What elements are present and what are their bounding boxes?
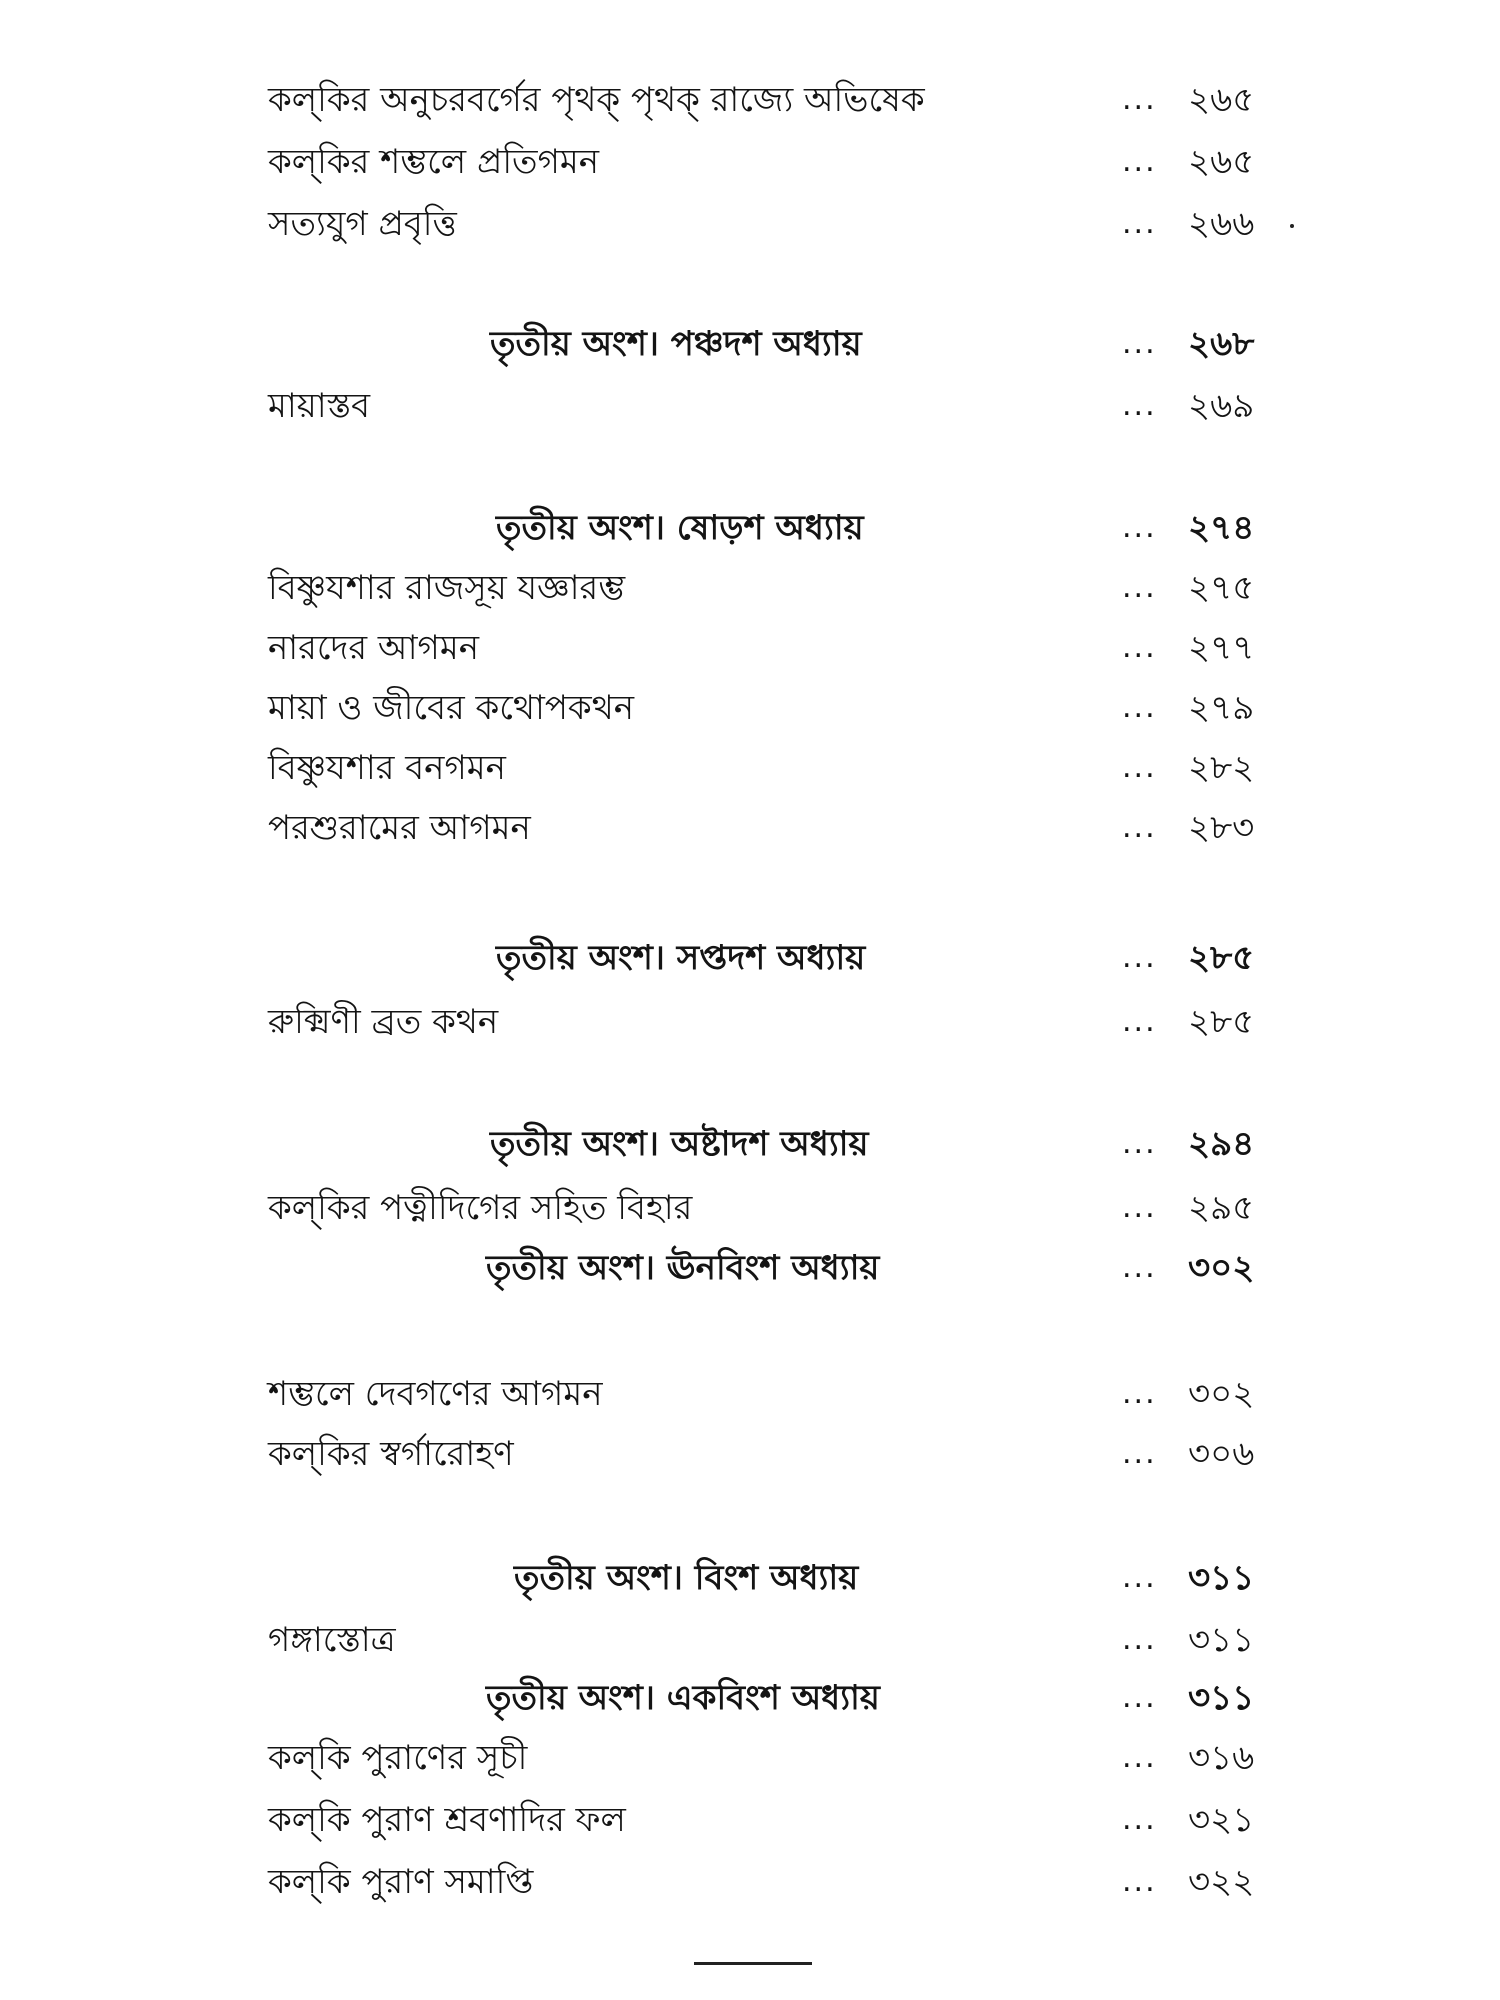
toc-entry-title: নারদের আগমন bbox=[268, 628, 480, 668]
toc-entry bbox=[0, 620, 1500, 676]
toc-leader-dots: ... bbox=[1122, 750, 1157, 785]
chapter-heading-title: তৃতীয় অংশ। একবিংশ অধ্যায় bbox=[486, 1678, 880, 1718]
toc-entry bbox=[0, 134, 1500, 190]
toc-entry-title: পরশুরামের আগমন bbox=[268, 808, 531, 848]
toc-entry bbox=[0, 740, 1500, 796]
toc-entry bbox=[0, 1730, 1500, 1786]
chapter-heading-title: তৃতীয় অংশ। ঊনবিংশ অধ্যায় bbox=[486, 1248, 880, 1288]
toc-entry-title: শম্ভলে দেবগণের আগমন bbox=[268, 1374, 603, 1414]
toc-page-number: ২৮৩ bbox=[1188, 808, 1255, 848]
toc-page-number: ৩১৬ bbox=[1188, 1738, 1255, 1778]
toc-leader-dots: ... bbox=[1122, 630, 1157, 665]
toc-entry bbox=[0, 560, 1500, 616]
toc-leader-dots: ... bbox=[1122, 1376, 1157, 1411]
toc-page-number: ২৯৪ bbox=[1188, 1124, 1255, 1164]
toc-entry-title: বিষ্ণুযশার রাজসূয় যজ্ঞারম্ভ bbox=[268, 568, 626, 608]
toc-leader-dots: ... bbox=[1122, 388, 1157, 423]
toc-leader-dots: ... bbox=[1122, 940, 1157, 975]
toc-page-number: ৩২১ bbox=[1188, 1800, 1255, 1840]
toc-leader-dots: ... bbox=[1122, 1680, 1157, 1715]
toc-entry bbox=[0, 1854, 1500, 1910]
toc-entry-title: কল্‌কি পুরাণের সূচী bbox=[268, 1738, 528, 1778]
toc-entry-title: কল্‌কির স্বর্গারোহণ bbox=[268, 1434, 514, 1474]
toc-page-number: ৩০৬ bbox=[1188, 1434, 1255, 1474]
toc-page-number: ২৬৬ bbox=[1188, 204, 1255, 244]
toc-entry-title: কল্‌কি পুরাণ সমাপ্তি bbox=[268, 1862, 534, 1902]
toc-entry-title: বিষ্ণুযশার বনগমন bbox=[268, 748, 506, 788]
toc-entry bbox=[0, 378, 1500, 434]
toc-leader-dots: ... bbox=[1122, 510, 1157, 545]
toc-entry bbox=[0, 1426, 1500, 1482]
toc-entry-title: সত্যযুগ প্রবৃত্তি bbox=[268, 204, 457, 244]
toc-leader-dots: ... bbox=[1122, 82, 1157, 117]
toc-page-number: ২৭৫ bbox=[1188, 568, 1255, 608]
toc-leader-dots: ... bbox=[1122, 1190, 1157, 1225]
chapter-heading-title: তৃতীয় অংশ। বিংশ অধ্যায় bbox=[514, 1558, 859, 1598]
toc-page-number: ২৮৫ bbox=[1188, 1002, 1255, 1042]
toc-page-number: ২৭৪ bbox=[1188, 508, 1255, 548]
chapter-heading-title: তৃতীয় অংশ। ষোড়শ অধ্যায় bbox=[496, 508, 864, 548]
toc-chapter-heading bbox=[0, 1116, 1500, 1172]
toc-entry bbox=[0, 994, 1500, 1050]
toc-entry bbox=[0, 72, 1500, 128]
chapter-heading-title: তৃতীয় অংশ। অষ্টাদশ অধ্যায় bbox=[490, 1124, 869, 1164]
chapter-heading-title: তৃতীয় অংশ। সপ্তদশ অধ্যায় bbox=[496, 938, 866, 978]
toc-page-number: ৩০২ bbox=[1188, 1374, 1255, 1414]
toc-entry-title: কল্‌কির পত্নীদিগের সহিত বিহার bbox=[268, 1188, 693, 1228]
toc-page-number: ২৬৯ bbox=[1188, 386, 1255, 426]
toc-entry-title: গঙ্গাস্তোত্র bbox=[268, 1620, 396, 1660]
toc-chapter-heading bbox=[0, 500, 1500, 556]
toc-entry bbox=[0, 1612, 1500, 1668]
toc-page-number: ৩১১ bbox=[1188, 1620, 1255, 1660]
toc-entry-title: মায়া ও জীবের কথোপকথন bbox=[268, 688, 635, 728]
toc-page-number: ২৮৫ bbox=[1188, 938, 1255, 978]
stray-mark bbox=[1290, 224, 1294, 228]
toc-chapter-heading bbox=[0, 930, 1500, 986]
toc-leader-dots: ... bbox=[1122, 1864, 1157, 1899]
toc-page-number: ২৬৫ bbox=[1188, 142, 1255, 182]
toc-chapter-heading bbox=[0, 1550, 1500, 1606]
toc-page-number: ৩১১ bbox=[1188, 1678, 1255, 1718]
toc-leader-dots: ... bbox=[1122, 690, 1157, 725]
toc-page-number: ৩১১ bbox=[1188, 1558, 1255, 1598]
toc-leader-dots: ... bbox=[1122, 810, 1157, 845]
toc-page-number: ২৬৫ bbox=[1188, 80, 1255, 120]
toc-entry bbox=[0, 1792, 1500, 1848]
toc-leader-dots: ... bbox=[1122, 1250, 1157, 1285]
toc-page-number: ২৯৫ bbox=[1188, 1188, 1255, 1228]
toc-entry bbox=[0, 1366, 1500, 1422]
toc-entry bbox=[0, 1180, 1500, 1236]
toc-entry-title: কল্‌কির শম্ভলে প্রতিগমন bbox=[268, 142, 600, 182]
toc-leader-dots: ... bbox=[1122, 1436, 1157, 1471]
toc-chapter-heading bbox=[0, 1670, 1500, 1726]
toc-leader-dots: ... bbox=[1122, 1560, 1157, 1595]
toc-page-number: ২৭৯ bbox=[1188, 688, 1255, 728]
end-rule bbox=[694, 1962, 812, 1965]
toc-page-number: ২৮২ bbox=[1188, 748, 1255, 788]
toc-entry bbox=[0, 800, 1500, 856]
toc-entry-title: রুক্মিণী ব্রত কথন bbox=[268, 1002, 499, 1042]
toc-chapter-heading bbox=[0, 316, 1500, 372]
toc-page-number: ২৬৮ bbox=[1188, 324, 1255, 364]
toc-leader-dots: ... bbox=[1122, 1126, 1157, 1161]
toc-leader-dots: ... bbox=[1122, 1622, 1157, 1657]
toc-leader-dots: ... bbox=[1122, 1802, 1157, 1837]
toc-leader-dots: ... bbox=[1122, 1004, 1157, 1039]
chapter-heading-title: তৃতীয় অংশ। পঞ্চদশ অধ্যায় bbox=[490, 324, 862, 364]
toc-leader-dots: ... bbox=[1122, 206, 1157, 241]
toc-entry bbox=[0, 680, 1500, 736]
toc-leader-dots: ... bbox=[1122, 326, 1157, 361]
toc-chapter-heading bbox=[0, 1240, 1500, 1296]
toc-leader-dots: ... bbox=[1122, 144, 1157, 179]
toc-page-number: ২৭৭ bbox=[1188, 628, 1255, 668]
toc-leader-dots: ... bbox=[1122, 1740, 1157, 1775]
toc-page-number: ৩২২ bbox=[1188, 1862, 1255, 1902]
toc-leader-dots: ... bbox=[1122, 570, 1157, 605]
toc-entry-title: কল্‌কি পুরাণ শ্রবণাদির ফল bbox=[268, 1800, 626, 1840]
toc-entry bbox=[0, 196, 1500, 252]
toc-entry-title: কল্‌কির অনুচরবর্গের পৃথক্‌ পৃথক্‌ রাজ্যে অভিষেক bbox=[268, 80, 925, 120]
toc-entry-title: মায়াস্তব bbox=[268, 386, 371, 426]
toc-page-number: ৩০২ bbox=[1188, 1248, 1255, 1288]
